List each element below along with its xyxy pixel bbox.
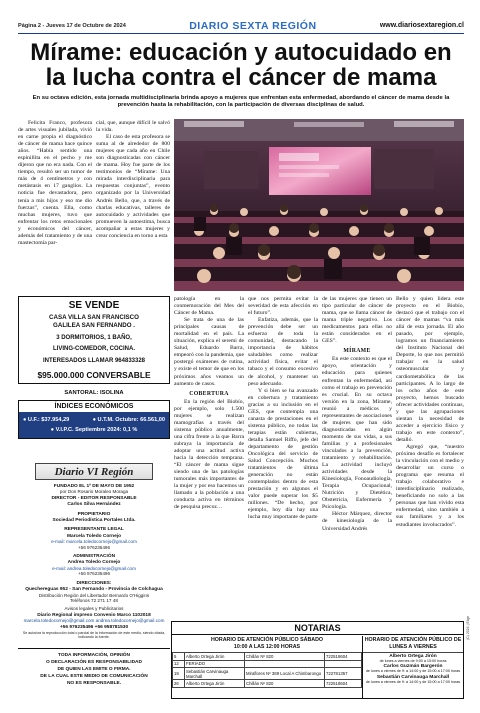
article-column-1 (18, 120, 92, 247)
admin: Andrea Toledo Cornejo (67, 560, 121, 566)
table-cell-phone: 722518604 (325, 653, 362, 661)
paragraph: que nos permita evitar la severidad de esta afección en el futuro”. (248, 296, 318, 317)
founder: por Don Rosario Moraleo Moraga (59, 489, 129, 495)
notarias-box (171, 621, 464, 699)
rep-label: REPRESENTANTE LEGAL (64, 527, 124, 533)
section-heading-cobertura: COBERTURA (189, 390, 229, 397)
article-column-4 (248, 296, 318, 522)
notice-line: NO ES RESPONSABLE. (66, 681, 122, 686)
paragraph: Y si bien se ha avanzado en cobertura y tratamiento gracias a su inclusión en el GES, que contempla una canasta de prestaciones en el sistema público, no todas las terapias están cubiertas, detalla Samuel Riffo, jefe del departamento de gestión Oncológica del servicio de Salud Concepción. Muchos tratamientos de última generación no están contemplados dentro de esta prestación y en algunos el valor puede superar los $5 millones. “De hecho, por ejemplo, hoy día hay una lucha muy importante de parte (248, 387, 318, 521)
table-cell-address: Chillán Nº 820 (245, 653, 325, 661)
address-line: Quechereguas 952 - San Fernando - Provincia de Colchagua (25, 587, 163, 593)
notary-name: Alberto Ortega Jirón (389, 654, 437, 659)
index-uf: ● U.F.: $37.954,29 (23, 416, 70, 423)
saturday-schedule (172, 636, 362, 688)
paragraph: Bello y quien lidera este proyecto en el Biobío, destacó que el trabajo con el cáncer de mamas “va más allá de esta jornada. El año pasado, por ejemplo, logramos un financiamiento del Instituto Nacional del Deporte, lo que nos permitió trabajar en la salud osteomuscular y cardiometabólica de las participantes. A lo largo de los ocho años de este proyecto, hemos buscado ofrecer actividades continuas, y que las agrupaciones sientan la necesidad de acceder a ejercicio físico y trabajo en este contexto”, detalló. (396, 296, 464, 443)
table-row (173, 668, 362, 680)
classified-line: GALILEA SAN FERNANDO . (53, 322, 135, 330)
owner-label: PROPIETARIO (77, 511, 111, 517)
notary-hours: de lunes a viernes de 9:00 a 15:00 horas (379, 659, 447, 663)
article-headline: Mírame: educación y autocuidado en la lucha contra el cáncer de mama (30, 39, 452, 91)
vertical-credit: (C) 2024 | Elige (466, 615, 470, 640)
admin-label: ADMINISTRACIÓN (72, 554, 116, 560)
paragraph: Se trata de una de las principales causas de mortalidad en el país. La situación, explica el seremi de Salud, Eduardo Barra, empeoró con la pandemia, que postergó exámenes de rutina, y existe el temor de que en los próximos años veamos un aumento de casos. (174, 317, 244, 387)
table-cell-name: Alberto Ortega Jirón (185, 653, 245, 661)
paragraph: patología en la conmemoración del Mes del Cáncer de Mama. (174, 296, 244, 317)
sidebar (18, 296, 170, 439)
paragraph: Enfatiza, además, que la prevención debe ser un esfuerzo de toda la comunidad, destacando la importancia de hábitos saludables como realizar actividad física, evitar el tabaco y el consumo excesivo de alcohol, y mantener un peso adecuado. (248, 317, 318, 387)
article-column-2 (96, 120, 170, 240)
masthead (18, 463, 170, 640)
newspaper-logo: Diario VI Región (35, 463, 153, 480)
ads-email[interactable]: marcela.toledocornejo@gmail.com andrea.toledocornejo@gmail.com (23, 618, 165, 624)
saturday-hours: 10:00 A LAS 12:00 HORAS (233, 643, 301, 650)
classified-line: 3 DORMITORIOS, 1 BAÑO, (56, 334, 132, 341)
page-header (18, 18, 464, 34)
article-column-5 (322, 296, 392, 533)
table-cell-day: 19 (173, 668, 185, 680)
indices-body (19, 412, 169, 438)
table-cell-address: Chillán Nº 820 (245, 680, 325, 688)
admin-email[interactable]: e-mail: andrea.toledocornejo@gmail.com (52, 565, 136, 571)
weekday-header: HORARIO DE ATENCIÓN PÚBLICO DE (364, 637, 462, 643)
paragraph: de las mujeres que tienen un tipo particular de cáncer de mama, que se llama cáncer de mama triple negativo. Los medicamentos para ellas no están considerados en el GES”. (322, 296, 392, 345)
paragraph: Agregó que, “nuestro próximo desafío es fortalecer la vinculación con el medio y desarrollar un curso o programa que resuma el trabajo colaborativo e interdisciplinario realizado, beneficiando no solo a las personas que han vivido esta enfermedad, sino también a sus familiares y a los estudiantes involucrados”. (396, 443, 464, 528)
table-cell-address: Miraflores Nº 389 Local A Chimbarongo (245, 668, 325, 680)
paragraph: cial, que, aunque difícil le salvó la vida. (96, 120, 170, 134)
admin-phone: +56 976235496 (77, 571, 111, 577)
economic-indices (18, 400, 170, 439)
notary-name: Carlos Guzmán Bargerón (383, 664, 443, 670)
address-line: Distribución Región del Libertador Bernardo O'Higgins (38, 592, 150, 598)
paragraph: Héctor Márquez, director de kinesiología de la Universidad Andrés (322, 511, 392, 532)
table-row (173, 660, 362, 668)
ads-phone: +56 976235496 +56 958781530 (59, 624, 129, 630)
rep-phone: +56 976235496 (77, 544, 111, 550)
table-cell-day: 26 (173, 680, 185, 688)
rep-email[interactable]: e-mail: marcela.toledocornejo@gmail.com (51, 539, 137, 545)
article-lede: En su octava edición, esta jornada multidisciplinaria brinda apoyo a mujeres que enfrentan esta enfermedad, abordando el cáncer de mama desde la prevención hasta la rehabilitación, con la participación de diversas disciplinas de salud. (32, 95, 450, 109)
notice-line: O DECLARACIÓN ES RESPONSABILIDAD (46, 660, 142, 665)
paragraph: El caso de esta profesora se suma al de alrededor de 800 mujeres que cada año en Chile son diagnosticadas con cáncer de mama. Hoy fue parte de los testimonios de “Mírame: Una mirada interdisciplinaria para respuestas conjuntas”, evento organizado por la Universidad Andrés Bello, que, a través de charlas educativas, talleres de autocuidado y actividades que promueven la autoestima, busca acompañar a estas mujeres y crear conciencia en torno a esta (96, 134, 170, 239)
paragraph: Felicita Franco, profesora de artes visuales jubilada, vivió en carne propia el diagnóstico de cáncer de mama hace quince años. “Había sentido una espinillita en el pecho y me dijeron que no era nada. Con el tiempo, resultó ser un tumor de más de 4 centímetros y con metástasis en 17 ganglios. La noticia fue devastadora, pero tenía a mis hijos y eso me dio fuerzas”, cuenta. Ella, como muchas mujeres, tuvo que enfrentar los retos emocionales y económicos del cáncer, además del tratamiento y de una mastectomía par- (18, 120, 92, 246)
table-row (173, 680, 362, 688)
classified-phone: INTERESADOS LLAMAR 964833328 (42, 358, 146, 364)
saturday-header: HORARIO DE ATENCIÓN PÚBLICO SÁBADO (210, 637, 324, 643)
notary-hours: de lunes a viernes de 9: a 14:00 y de 15:00 a 17:00 horas (365, 679, 461, 684)
notice-line: DE QUIEN LAS EMITE O FIRMA. (57, 667, 131, 672)
santoral: SANTORAL: ISOLINA (64, 389, 124, 396)
notice-line: TODA INFORMACIÓN, OPINIÓN (58, 653, 130, 658)
notice-line: DE LA CUAL ESTE MEDIO DE COMUNICACIÓN (40, 674, 148, 679)
notary-name: Sebastián Carvinauga Marchall (376, 674, 450, 680)
disclaimer: Se autoriza la reproducción total o parcial de la información de este medio, siendo citada, indicando la fuente. (22, 630, 166, 640)
index-utm: ● U.T.M. Octubre: 66.561,00 (92, 416, 165, 423)
ads-label: Avisos legales y Publicitarios (64, 606, 124, 612)
auditorium-photo-illustration (174, 119, 464, 291)
article-column-3 (174, 296, 244, 511)
paragraph: En este contexto es que el apoyo, orientación y educación para quienes enfrentan la enfermedad, así como el trabajo en prevención es crucial. En su octava versión en la zona, Mírame, reunió a médicos y representantes de asociaciones de mujeres que han sido diagnosticadas en algún momento de sus vidas, a sus familias y a profesionales vinculados a la prevención, tratamiento y rehabilitación. La actividad incluyó actividades desde la Kinesiología, Fonoaudiología, Terapia Ocupacional, Nutrición y Dietética, Obstetricia, Enfermería y Psicología. (322, 356, 392, 511)
table-cell-name: Alberto Ortega Jirón (185, 680, 245, 688)
ads-member: Diario Regional impreso Convenio Marco 1102018 (37, 612, 151, 618)
index-ipc: ● V.I.P.C. Septiembre 2024: 0,1 % (50, 426, 138, 433)
address-label: DIRECCIONES: (76, 580, 112, 586)
article-column-6 (396, 296, 464, 529)
classified-line: LIVING-COMEDOR, COCINA. (53, 346, 135, 353)
indices-title: ÍNDICES ECONÓMICOS (19, 401, 169, 412)
classified-title: SE VENDE (68, 300, 120, 311)
table-cell-name: Sebastián Carvinauga Marchall (185, 668, 245, 680)
notary-hours: de lunes a viernes de 9: a 14:00 y de 15:00 a 17:00 horas (365, 669, 461, 674)
event-photo (174, 119, 464, 291)
website-link[interactable]: www.diariosextaregion.cl (379, 22, 464, 29)
paragraph: En la región del Biobío, por ejemplo, solo 1.500 mujeres se realizan mamografías a través del sistema público anualmente, una cifra frente a la que Barra subraya la importancia de adoptar una actitud activa hacia la detección temprana. “El cáncer de mama sigue siendo una de las patologías tumorales más importantes de la mujer y por eso hacemos un llamado a la población a una conducta activa en términos de pesquisa precoz… (174, 398, 244, 511)
weekday-days: LUNES A VIERNES (389, 643, 437, 650)
weekday-schedule (362, 636, 463, 698)
notarias-table (172, 652, 362, 688)
classified-ad (18, 296, 170, 384)
owner: Sociedad Periodística Portales Ltda. (52, 518, 136, 524)
table-cell-day: 12 (173, 660, 185, 668)
section-heading-mirame: MÍRAME (343, 348, 371, 355)
table-cell-day: 5 (173, 653, 185, 661)
responsibility-notice (18, 648, 170, 687)
notarias-title: NOTARIAS (172, 622, 463, 635)
table-cell-phone: 722518604 (325, 680, 362, 688)
founded: FUNDADO EL 1º DE MAYO DE 1952 (53, 484, 135, 489)
classified-line: CASA VILLA SAN FRANCISCO (49, 314, 139, 321)
address-line: Teléfonos 72 271 17 48 (70, 597, 118, 603)
table-cell-name: FERIADO (185, 660, 245, 668)
table-cell-phone (325, 660, 362, 668)
rep: Marcela Toledo Cornejo (66, 533, 122, 539)
table-cell-phone: 722781357 (325, 668, 362, 680)
page-date: Página 2 - Jueves 17 de Octubre de 2024 (18, 22, 126, 29)
table-cell-address (245, 660, 325, 668)
table-row (173, 653, 362, 661)
classified-price: $95.000.000 CONVERSABLE (37, 369, 151, 380)
director: Carlos Silva Hernández (67, 502, 121, 508)
paper-name: DIARIO SEXTA REGIÓN (189, 19, 317, 32)
director-label: DIRECTOR - EDITOR RESPONSABLE (51, 495, 137, 501)
